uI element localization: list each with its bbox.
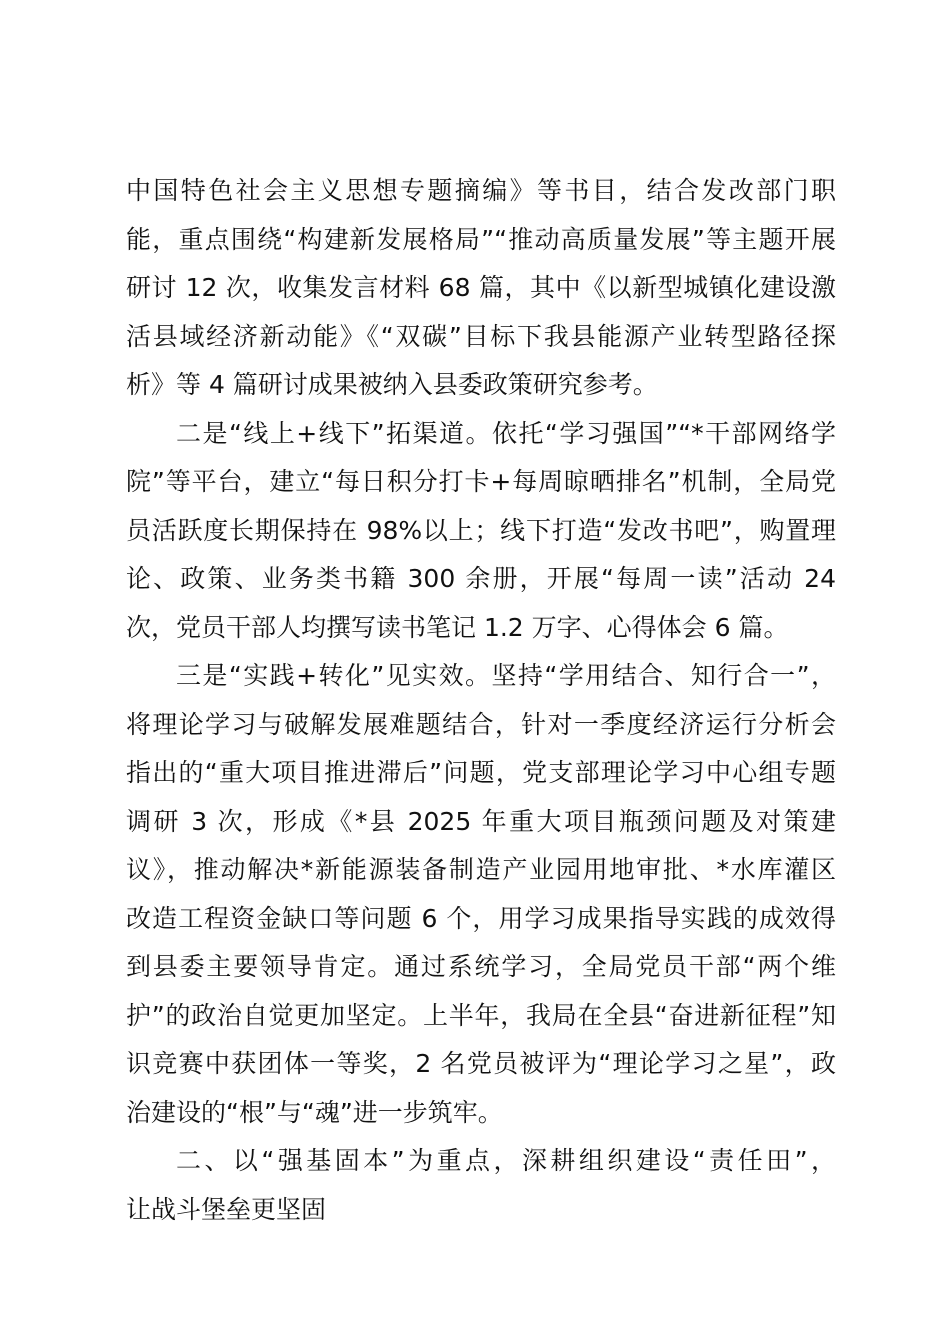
section-heading-line: 让战斗堡垒更坚固 <box>126 1194 327 1224</box>
section-heading-line: 二、以“强基固本”为重点，深耕组织建设“责任田”， <box>176 1146 836 1175</box>
paragraph-line: 能，重点围绕“构建新发展格局”“推动高质量发展”等主题开展 <box>126 224 836 254</box>
paragraph-line: 活县域经济新动能》《“双碳”目标下我县能源产业转型路径探 <box>126 321 836 351</box>
paragraph-line: 次，党员干部人均撰写读书笔记 1.2 万字、心得体会 6 篇。 <box>126 612 789 642</box>
paragraph-line: 到县委主要领导肯定。通过系统学习，全局党员干部“两个维 <box>126 952 836 981</box>
paragraph-line: 改造工程资金缺口等问题 6 个，用学习成果指导实践的成效得 <box>126 903 836 933</box>
paragraph-line: 中国特色社会主义思想专题摘编》等书目，结合发改部门职 <box>126 176 836 205</box>
document-body <box>126 167 836 1234</box>
paragraph-line: 析》等 4 篇研讨成果被纳入县委政策研究参考。 <box>126 370 658 399</box>
paragraph-line: 二是“线上+线下”拓渠道。依托“学习强国”“*干部网络学 <box>176 418 836 448</box>
paragraph-line: 识竞赛中获团体一等奖，2 名党员被评为“理论学习之星”，政 <box>126 1049 836 1078</box>
paragraph-line: 护”的政治自觉更加坚定。上半年，我局在全县“奋进新征程”知 <box>126 1000 836 1030</box>
paragraph-line: 论、政策、业务类书籍 300 余册，开展“每周一读”活动 24 <box>126 564 836 593</box>
paragraph-line: 研讨 12 次，收集发言材料 68 篇，其中《以新型城镇化建设激 <box>126 273 836 302</box>
paragraph-line: 议》，推动解决*新能源装备制造产业园用地审批、*水库灌区 <box>126 855 836 884</box>
paragraph-line: 院”等平台，建立“每日积分打卡+每周晾晒排名”机制，全局党 <box>126 467 836 496</box>
paragraph-line: 将理论学习与破解发展难题结合，针对一季度经济运行分析会 <box>126 709 836 739</box>
paragraph-line: 指出的“重大项目推进滞后”问题，党支部理论学习中心组专题 <box>126 758 836 787</box>
paragraph-line: 三是“实践+转化”见实效。坚持“学用结合、知行合一”， <box>176 661 836 690</box>
paragraph-line: 员活跃度长期保持在 98%以上；线下打造“发改书吧”，购置理 <box>126 515 836 545</box>
paragraph-line: 治建设的“根”与“魂”进一步筑牢。 <box>126 1097 503 1127</box>
paragraph-line: 调研 3 次，形成《*县 2025 年重大项目瓶颈问题及对策建 <box>126 806 836 836</box>
